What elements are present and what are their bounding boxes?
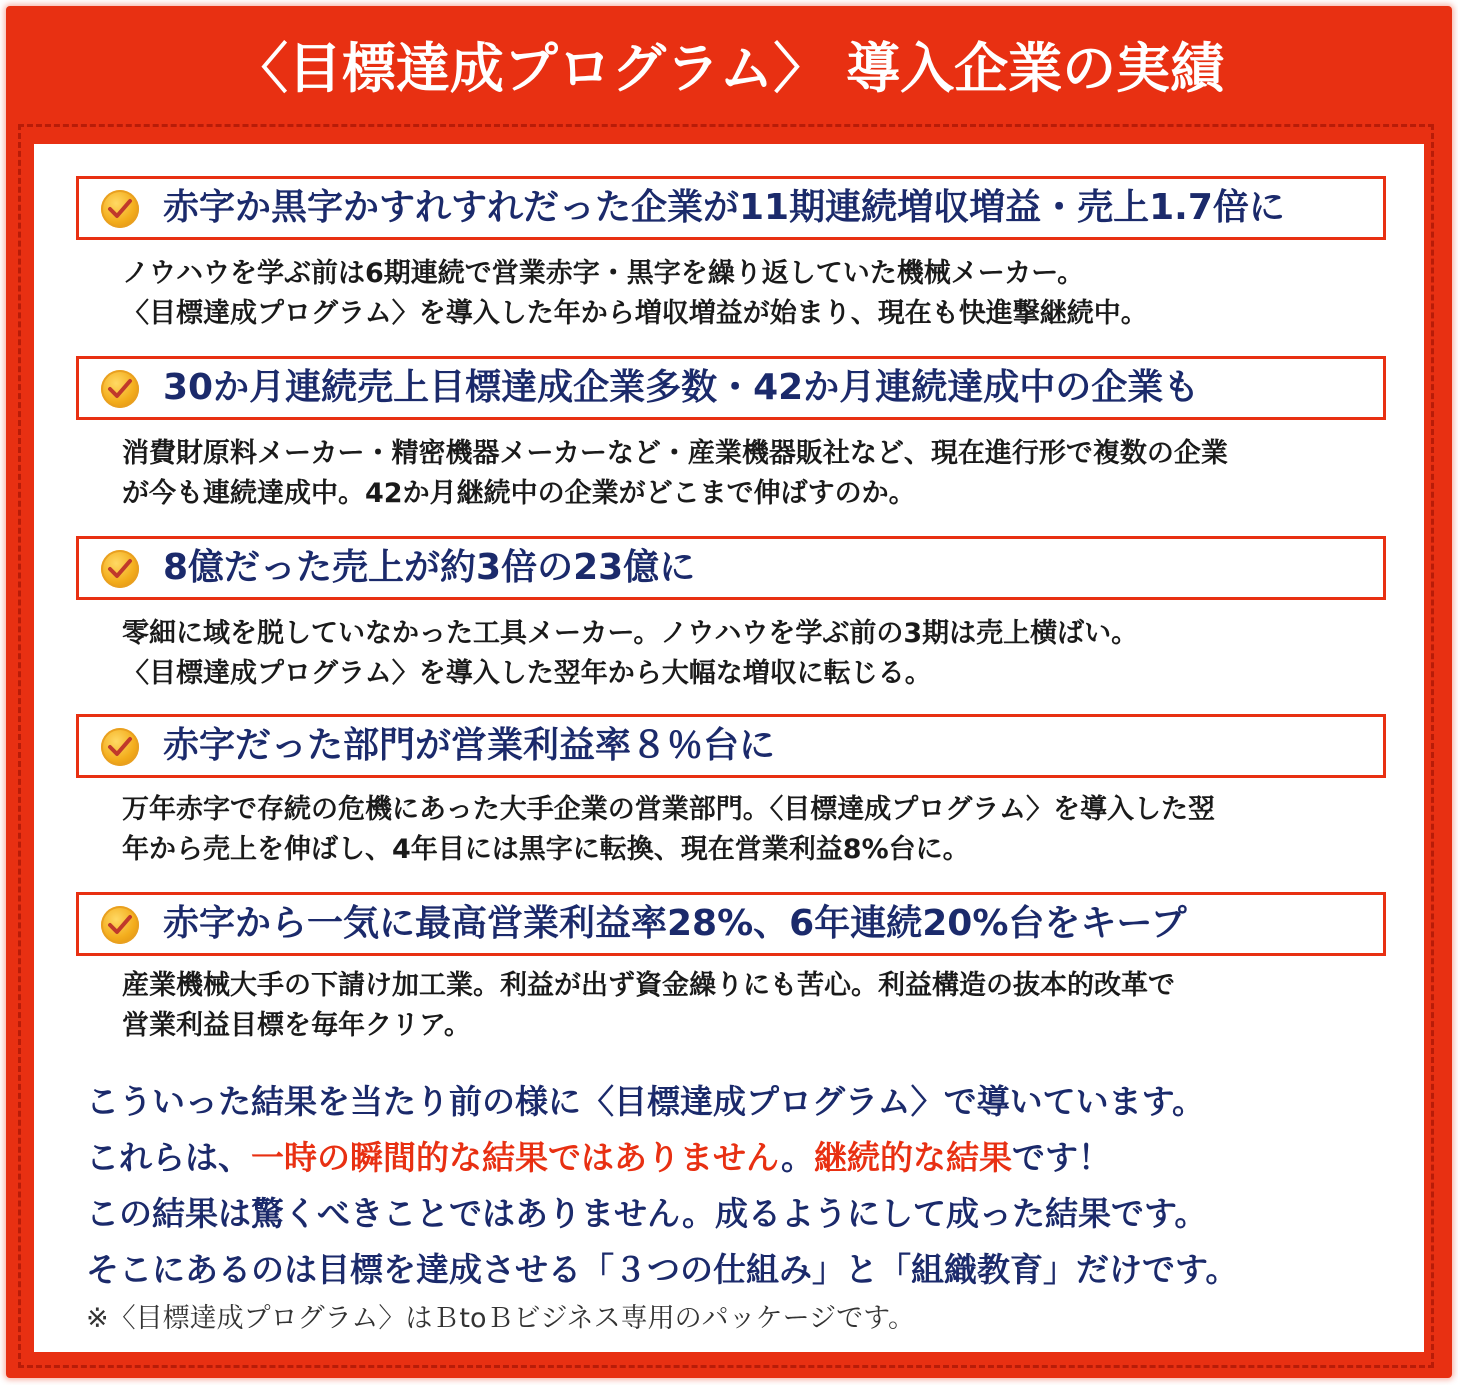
- item-body-line: 〈目標達成プログラム〉を導入した翌年から大幅な増収に転じる。: [122, 658, 932, 689]
- item-body-2: [122, 434, 1392, 514]
- item-body-3: [122, 614, 1392, 694]
- summary-text: です！: [1011, 1138, 1111, 1177]
- item-body-line: 零細に域を脱していなかった工具メーカー。ノウハウを学ぶ前の3期は売上横ばい。: [122, 618, 1139, 649]
- item-heading-5: [76, 892, 1386, 956]
- item-heading-text: 8億だった売上が約3倍の23億に: [163, 547, 696, 588]
- check-icon: [101, 370, 139, 408]
- content-panel: [34, 144, 1424, 1352]
- footnote: ※〈目標達成プログラム〉はＢtoＢビジネス専用のパッケージです。: [86, 1303, 915, 1334]
- summary-highlight: 一時の瞬間的な結果ではありません: [251, 1138, 781, 1177]
- summary-line-2: [86, 1130, 1416, 1186]
- check-icon: [101, 550, 139, 588]
- summary-line-1: こういった結果を当たり前の様に〈目標達成プログラム〉で導いています。: [86, 1082, 1206, 1121]
- outer-frame: [6, 6, 1452, 1378]
- item-body-line: 消費財原料メーカー・精密機器メーカーなど・産業機器販社など、現在進行形で複数の企業: [122, 438, 1228, 469]
- item-body-1: [122, 254, 1392, 334]
- item-body-line: 年から売上を伸ばし、4年目には黒字に転換、現在営業利益8%台に。: [122, 834, 970, 865]
- item-heading-3: [76, 536, 1386, 600]
- item-body-4: [122, 790, 1392, 870]
- summary-line-4: そこにあるのは目標を達成させる「３つの仕組み」と「組織教育」だけです。: [86, 1250, 1239, 1289]
- check-icon: [101, 906, 139, 944]
- item-heading-2: [76, 356, 1386, 420]
- item-heading-text: 赤字から一気に最高営業利益率28%、6年連続20%台をキープ: [163, 903, 1187, 944]
- item-body-line: 産業機械大手の下請け加工業。利益が出ず資金繰りにも苦心。利益構造の抜本的改革で: [122, 970, 1175, 1001]
- item-heading-text: 赤字か黒字かすれすれだった企業が11期連続増収増益・売上1.7倍に: [163, 187, 1285, 228]
- item-body-5: [122, 966, 1392, 1046]
- item-heading-text: 赤字だった部門が営業利益率８％台に: [163, 725, 776, 766]
- summary-text: これらは、: [86, 1138, 251, 1177]
- item-body-line: 〈目標達成プログラム〉を導入した年から増収増益が始まり、現在も快進撃継続中。: [122, 298, 1148, 329]
- summary-highlight: 継続的な結果: [813, 1138, 1012, 1177]
- item-heading-1: [76, 176, 1386, 240]
- item-heading-4: [76, 714, 1386, 778]
- summary-text: 。: [780, 1138, 814, 1177]
- item-body-line: 営業利益目標を毎年クリア。: [122, 1010, 471, 1041]
- item-body-line: ノウハウを学ぶ前は6期連続で営業赤字・黒字を繰り返していた機械メーカー。: [122, 258, 1085, 289]
- summary-line-3: この結果は驚くべきことではありません。成るようにして成った結果です。: [86, 1194, 1208, 1233]
- summary-block: [86, 1074, 1416, 1298]
- check-icon: [101, 728, 139, 766]
- item-heading-text: 30か月連続売上目標達成企業多数・42か月連続達成中の企業も: [163, 367, 1200, 408]
- item-body-line: 万年赤字で存続の危機にあった大手企業の営業部門。〈目標達成プログラム〉を導入した翌: [122, 794, 1215, 825]
- page-title: 〈目標達成プログラム〉 導入企業の実績: [233, 37, 1225, 100]
- check-icon: [101, 190, 139, 228]
- item-body-line: が今も連続達成中。42か月継続中の企業がどこまで伸ばすのか。: [122, 478, 916, 509]
